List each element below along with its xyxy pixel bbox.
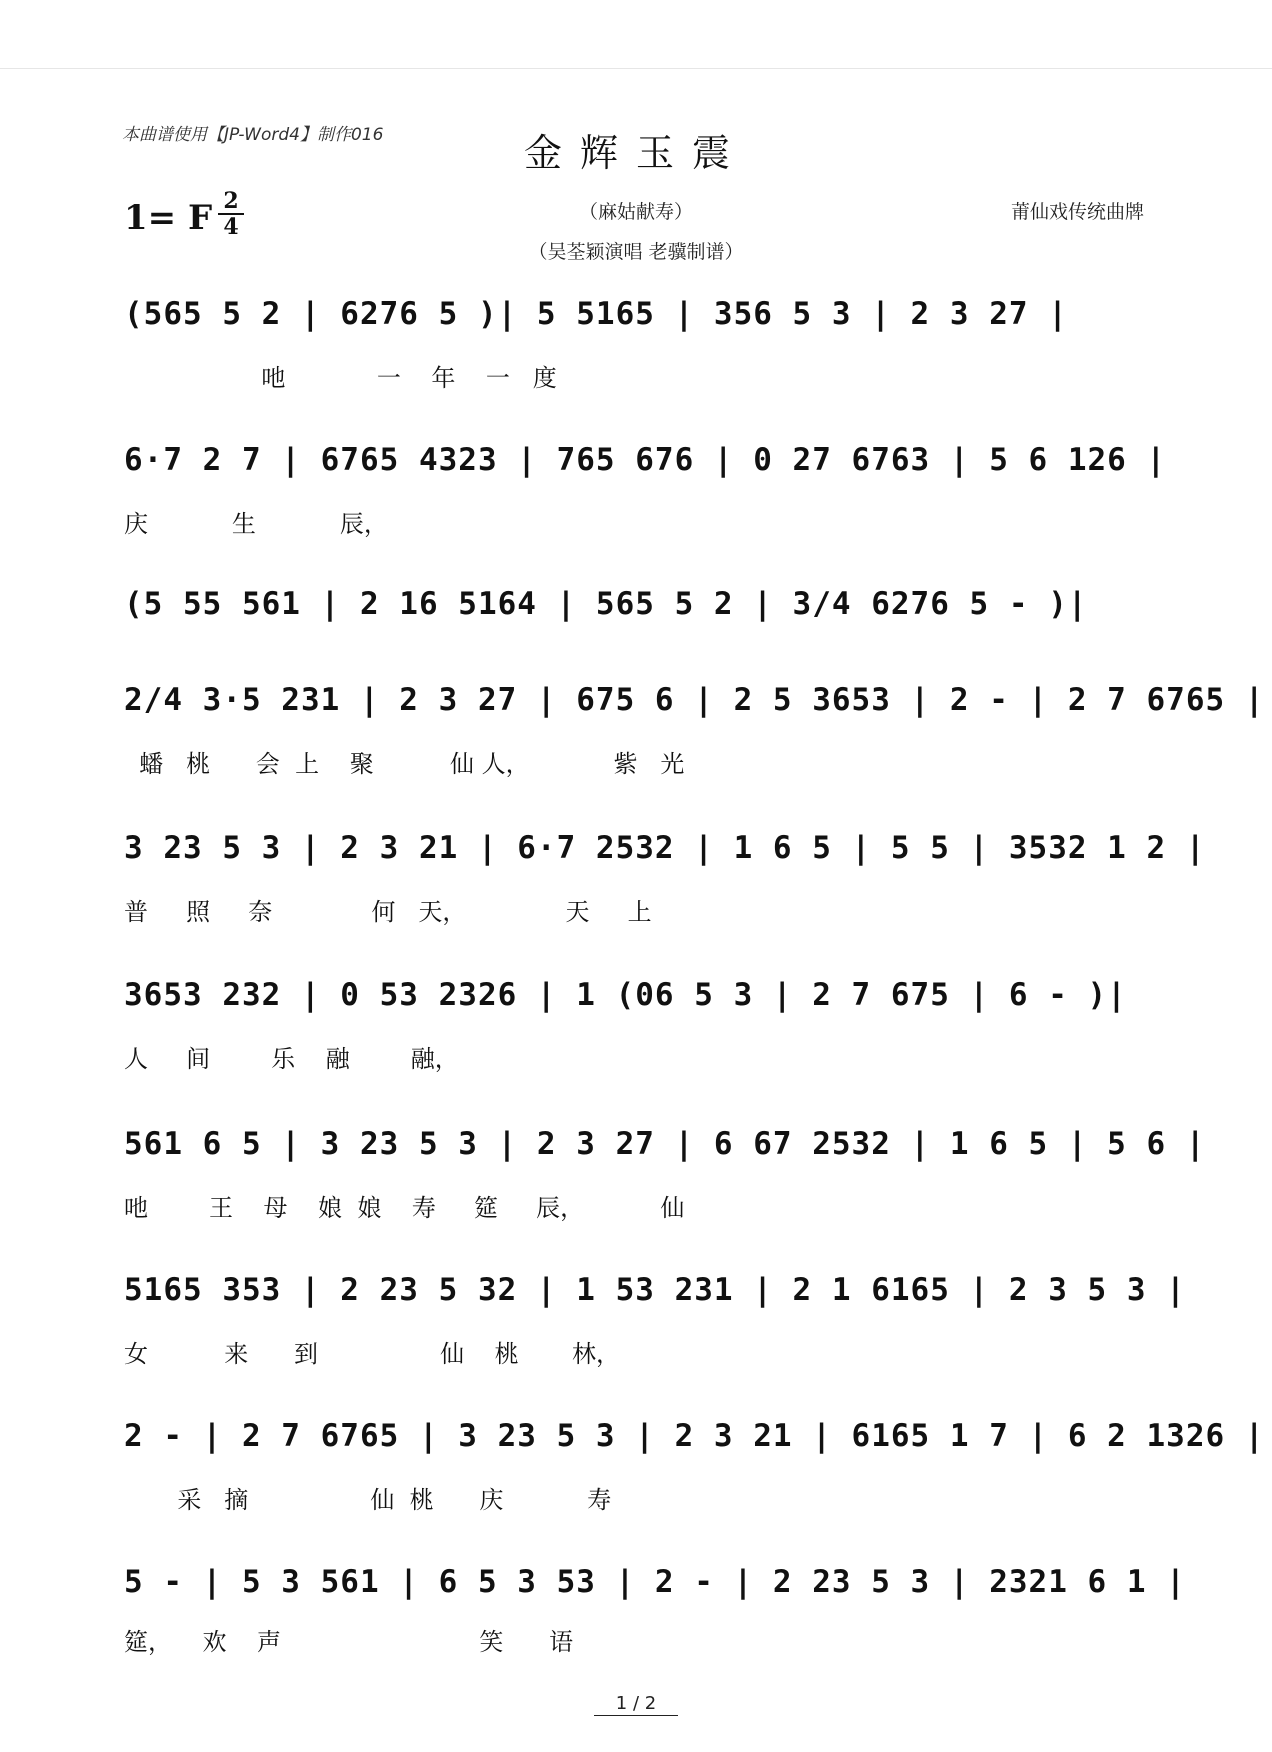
page-number-text: 1 / 2	[594, 1693, 678, 1716]
time-signature-bottom: 4	[223, 214, 239, 240]
notation-line: 2/4 3·5 231 | 2 3 27 | 675 6 | 2 5 3653 | 2 - | 2 7 6765 |	[124, 682, 1265, 718]
software-credit: 本曲谱使用【JP-Word4】制作016	[122, 125, 384, 145]
notation-line: 3653 232 | 0 53 2326 | 1 (06 5 3 | 2 7 675 | 6 - )|	[124, 977, 1127, 1013]
song-title: 金辉玉震	[523, 131, 748, 175]
page-number	[0, 1693, 1272, 1714]
notation-line: (565 5 2 | 6276 5 )| 5 5165 | 356 5 3 | 2 3 27 |	[124, 296, 1068, 332]
lyrics-line: 蟠 桃 会 上 聚 仙 人， 紫 光	[124, 750, 685, 778]
lyrics-line: 人 间 乐 融 融，	[124, 1045, 459, 1073]
lyrics-line: 女 来 到 仙 桃 林，	[124, 1340, 621, 1368]
notation-line: 6·7 2 7 | 6765 4323 | 765 676 | 0 27 6763 | 5 6 126 |	[124, 442, 1167, 478]
notation-line: 561 6 5 | 3 23 5 3 | 2 3 27 | 6 67 2532 | 1 6 5 | 5 6 |	[124, 1126, 1206, 1162]
key-signature: 1= F	[124, 198, 213, 238]
performers-line: （吴荃颖演唱 老骥制谱）	[528, 241, 744, 263]
top-border	[0, 68, 1272, 69]
notation-line: 2 - | 2 7 6765 | 3 23 5 3 | 2 3 21 | 6165 1 7 | 6 2 1326 |	[124, 1418, 1265, 1454]
lyrics-line: 采 摘 仙 桃 庆 寿	[124, 1486, 612, 1514]
lyrics-line: 庆 生 辰，	[124, 510, 388, 538]
notation-line: 5 - | 5 3 561 | 6 5 3 53 | 2 - | 2 23 5 3 | 2321 6 1 |	[124, 1564, 1186, 1600]
notation-line: 5165 353 | 2 23 5 32 | 1 53 231 | 2 1 6165 | 2 3 5 3 |	[124, 1272, 1186, 1308]
lyrics-line: 普 照 奈 何 天， 天 上	[124, 898, 652, 926]
source-label: 莆仙戏传统曲牌	[1010, 201, 1144, 223]
lyrics-line: 吔 一 年 一 度	[124, 364, 557, 392]
time-signature-top: 2	[223, 188, 239, 214]
subtitle: （麻姑献寿）	[578, 201, 693, 223]
notation-line: (5 55 561 | 2 16 5164 | 565 5 2 | 3/4 6276 5 - )|	[124, 586, 1088, 622]
lyrics-line: 筵， 欢 声 笑 语	[124, 1628, 574, 1656]
notation-line: 3 23 5 3 | 2 3 21 | 6·7 2532 | 1 6 5 | 5 5 | 3532 1 2 |	[124, 830, 1206, 866]
lyrics-line: 吔 王 母 娘 娘 寿 筵 辰， 仙	[124, 1194, 685, 1222]
